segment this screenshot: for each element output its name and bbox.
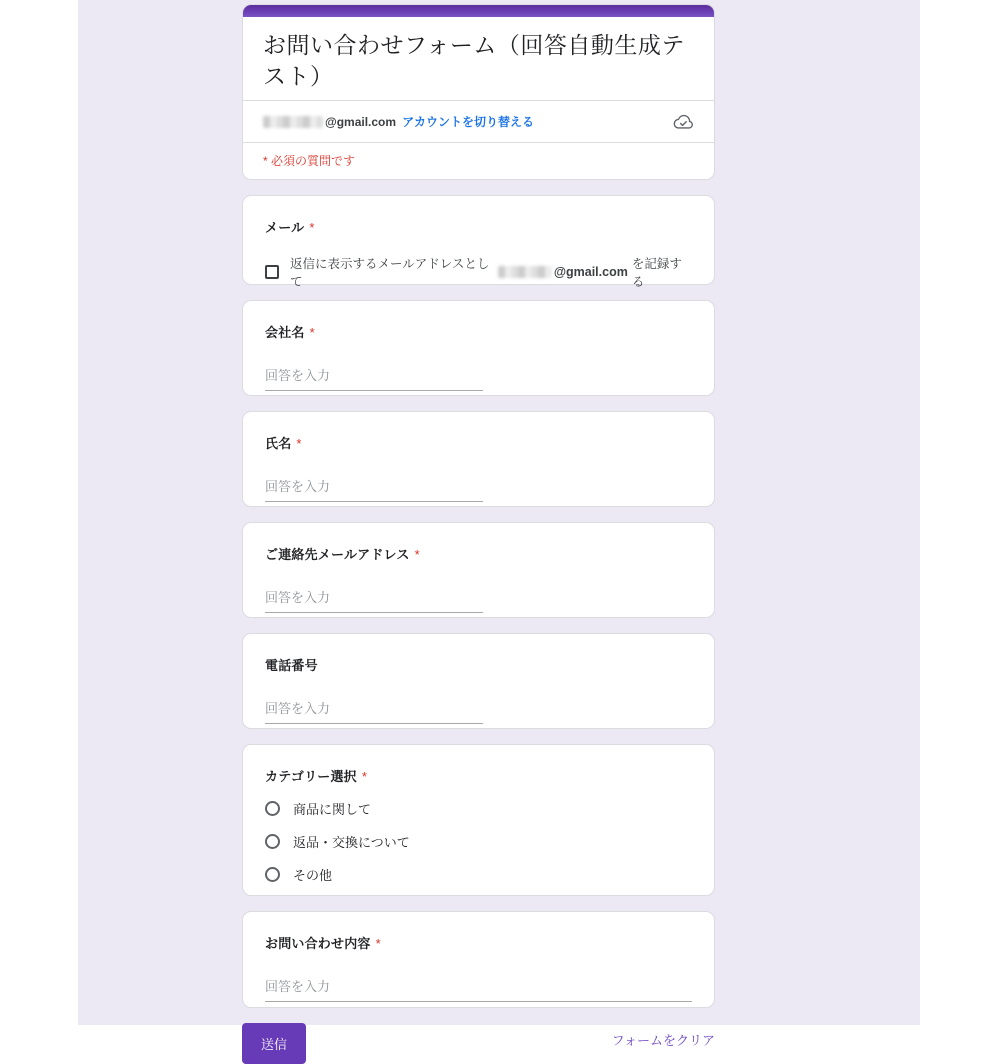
radio-option-label: 商品に関して <box>293 802 372 817</box>
radio-unselected-icon[interactable] <box>265 834 280 849</box>
question-label: 氏名 * <box>265 436 302 451</box>
required-asterisk: * <box>309 325 315 340</box>
required-note: * 必須の質問です <box>243 142 714 179</box>
company-name-input[interactable] <box>265 366 483 391</box>
form-header-card <box>242 4 715 180</box>
question-card-phone <box>242 633 715 729</box>
question-card-company <box>242 300 715 396</box>
redacted-email-username <box>263 116 323 128</box>
account-email-domain: @gmail.com <box>325 114 397 129</box>
theme-accent-bar <box>243 5 714 17</box>
checkbox-text-before: 返信に表示するメールアドレスとして <box>290 257 490 289</box>
radio-unselected-icon[interactable] <box>265 801 280 816</box>
required-asterisk: * <box>414 547 420 562</box>
question-card-contact-email <box>242 522 715 618</box>
cloud-done-icon[interactable] <box>672 111 694 133</box>
switch-account-link[interactable]: アカウントを切り替える <box>402 115 534 129</box>
full-name-input[interactable] <box>265 477 483 502</box>
question-label: 会社名 * <box>265 325 315 340</box>
form-title: お問い合わせフォーム（回答自動生成テスト） <box>263 32 685 89</box>
question-card-category <box>242 744 715 896</box>
redacted-email-username <box>498 266 552 278</box>
radio-option-other[interactable] <box>265 865 692 884</box>
radio-unselected-icon[interactable] <box>265 867 280 882</box>
question-card-inquiry <box>242 911 715 1008</box>
clear-form-link[interactable]: フォームをクリア <box>611 1033 715 1048</box>
checkbox-text-after: を記録する <box>631 257 682 289</box>
required-asterisk: * <box>361 769 368 784</box>
submit-button[interactable]: 送信 <box>242 1023 306 1064</box>
question-card-email <box>242 195 715 289</box>
radio-option-product[interactable] <box>265 799 692 818</box>
record-email-checkbox-row[interactable] <box>265 254 692 290</box>
radio-option-return-exchange[interactable] <box>265 832 692 851</box>
question-label: カテゴリー選択 * <box>265 769 368 784</box>
required-asterisk: * <box>296 436 302 451</box>
phone-number-input[interactable] <box>265 699 483 724</box>
form-footer <box>242 1023 715 1064</box>
required-asterisk: * <box>375 936 381 951</box>
inquiry-content-input[interactable] <box>265 977 692 1002</box>
form-column <box>242 4 715 1064</box>
account-row <box>243 100 714 142</box>
radio-option-label: 返品・交換について <box>293 835 410 850</box>
checkbox-unchecked-icon[interactable] <box>265 265 279 279</box>
contact-email-input[interactable] <box>265 588 483 613</box>
question-label: 電話番号 <box>265 658 318 673</box>
checkbox-email-domain: @gmail.com <box>553 265 628 279</box>
question-label: お問い合わせ内容 * <box>265 936 381 951</box>
required-asterisk: * <box>309 220 315 235</box>
radio-option-label: その他 <box>293 868 333 883</box>
question-label: メール * <box>265 220 315 235</box>
question-label: ご連絡先メールアドレス * <box>265 547 420 562</box>
question-card-name <box>242 411 715 507</box>
